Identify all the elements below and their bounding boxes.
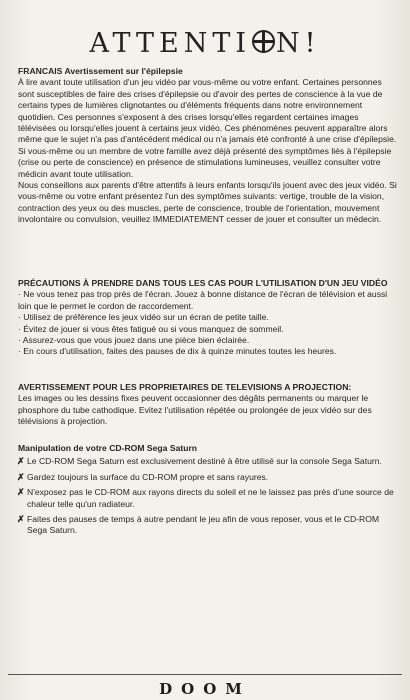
cross-mark-icon: ✗ xyxy=(17,471,25,482)
title-text-b: N! xyxy=(276,28,321,59)
projection-heading: AVERTISSEMENT POUR LES PROPRIETAIRES DE TELEVISIONS A PROJECTION: xyxy=(18,382,352,392)
list-item: · Ne vous tenez pas trop près de l'écran. Jouez à bonne distance de l'écran de télévision et aussi loin que le permet le cordon de raccordement. xyxy=(18,289,388,311)
list-item xyxy=(18,514,398,537)
crosshair-o-icon xyxy=(252,30,275,53)
precautions-section xyxy=(18,278,398,358)
epilepsy-section xyxy=(18,66,398,226)
list-item xyxy=(18,456,398,467)
list-item: · En cours d'utilisation, faites des pauses de dix à quinze minutes toutes les heures. xyxy=(18,346,337,357)
page-title xyxy=(0,28,410,59)
projection-section xyxy=(18,382,398,428)
list-item-text: Faites des pauses de temps à autre pendant le jeu afin de vous reposer, vous et le CD-ROM Sega Saturn. xyxy=(27,514,380,536)
doom-logo: DOOM xyxy=(159,680,251,698)
list-item-text: N'exposez pas le CD-ROM aux rayons directs du soleil et ne le laissez pas près d'une source de chaleur telle qu'un radiateur. xyxy=(27,487,394,509)
footer-divider xyxy=(8,674,402,675)
list-item: · Évitez de jouer si vous êtes fatigué ou si vous manquez de sommeil. xyxy=(18,323,284,334)
epilepsy-paragraph-2: Si vous-même ou un membre de votre famille avez déjà présenté des symptômes liés à l'épilepsie (crise ou perte de conscience) en présence de stimulations lumineuses, veuillez consulter votre médicin avant toute utilisation. xyxy=(18,145,392,179)
list-item xyxy=(18,472,398,483)
precautions-list xyxy=(18,289,398,357)
epilepsy-paragraph-1: À lire avant toute utilisation d'un jeu vidéo par vous-même ou votre enfant. Certaines personnes sont susceptibles de faire des crises d'épilepsie ou d'avoir des pertes de conscience à la vue de certains types de lumières clignotantes ou d'éléments fréquents dans notre environnement quotidien. Ces personnes s'exposent à des crises lorsqu'elles regardent certaines images télévisées ou lorsqu'elles jouent à certains jeux vidéo. Ces phénomènes peuvent apparaître alors même que le sujet n'a pas d'antécédent médical ou n'a jamais été confronté à une crise d'épilepsie. xyxy=(18,77,397,145)
list-item-text: Gardez toujours la surface du CD-ROM propre et sans rayures. xyxy=(27,471,269,482)
cross-mark-icon: ✗ xyxy=(17,487,25,498)
list-item: · Utilisez de préférence les jeux vidéo sur un écran de petite taille. xyxy=(18,312,269,323)
precautions-heading: PRÉCAUTIONS À PRENDRE DANS TOUS LES CAS POUR L'UTILISATION D'UN JEU VIDÉO xyxy=(18,278,388,288)
epilepsy-paragraph-3: Nous conseillons aux parents d'être attentifs à leurs enfants lorsqu'ils jouent avec des jeux vidéo. Si vous-même ou votre enfant présentez l'un des symptômes suivants: vertige, trouble de la vision, contraction des yeux ou des muscles, perte de conscience, trouble de l'orientation, mouvement involontaire ou convulsion, veuillez IMMEDIATEMENT cesser de jouer et consulter un médecin. xyxy=(18,180,397,225)
title-text-a: ATTENTI xyxy=(89,28,252,59)
projection-text: Les images ou les dessins fixes peuvent occasionner des dégâts permanents ou marquer le phosphore du tube cathodique. Evitez l'utilisation répétée ou prolongée de jeux vidéo sur des télévisions à projection. xyxy=(18,393,372,427)
manipulation-heading: Manipulation de votre CD-ROM Sega Saturn xyxy=(18,443,198,453)
epilepsy-heading: FRANCAIS Avertissement sur l'épilepsie xyxy=(18,66,183,76)
cross-mark-icon: ✗ xyxy=(17,456,25,467)
list-item: · Assurez-vous que vous jouez dans une pièce bien éclairée. xyxy=(18,335,250,346)
list-item xyxy=(18,487,398,510)
list-item-text: Le CD-ROM Sega Saturn est exclusivement destiné à être utilisé sur la console Sega Saturn. xyxy=(27,456,382,467)
manipulation-section xyxy=(18,443,398,541)
manipulation-list xyxy=(18,456,398,536)
cross-mark-icon: ✗ xyxy=(17,514,25,525)
